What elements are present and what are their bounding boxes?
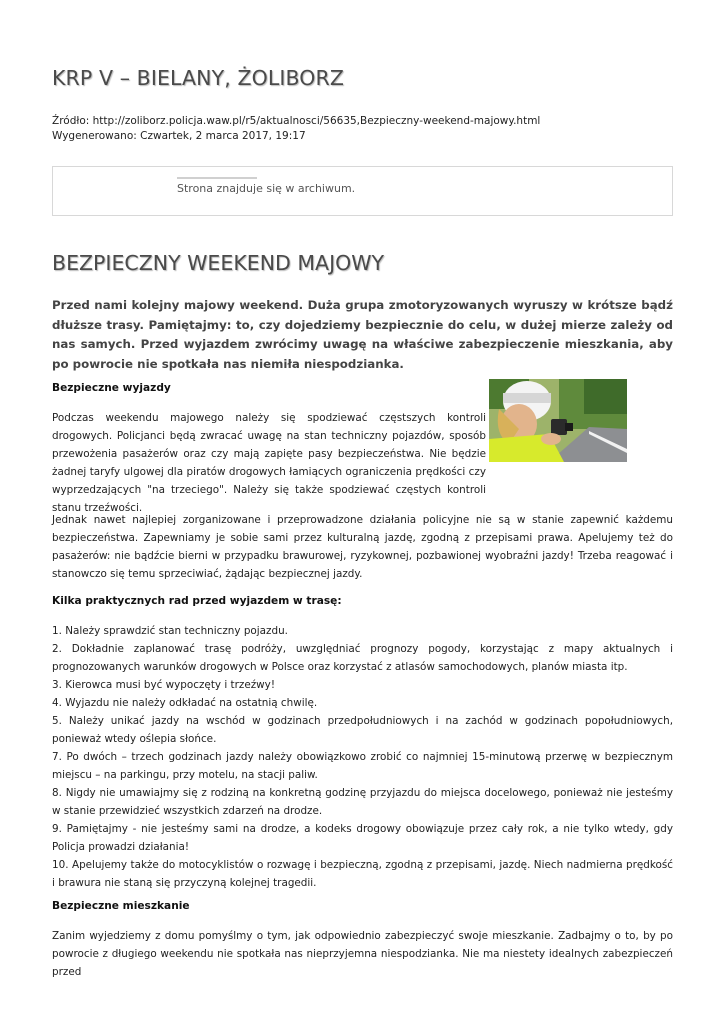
archive-notice (52, 166, 673, 216)
section-heading-tips: Kilka praktycznych rad przed wyjazdem w trasę: (52, 595, 342, 607)
list-item: 4. Wyjazdu nie należy odkładać na ostatnią chwilę. (52, 697, 318, 709)
divider (177, 177, 257, 179)
list-item: 1. Należy sprawdzić stan techniczny pojazdu. (52, 625, 288, 637)
generated-date: Wygenerowano: Czwartek, 2 marca 2017, 19:17 (52, 130, 306, 142)
list-item: 10. Apelujemy także do motocyklistów o rozwagę i bezpieczną, zgodną z przepisami, jazdę. Niech nadmierna prędkość i brawura nie staną się przyczyną kolejnej tragedii. (52, 859, 673, 889)
paragraph: Zanim wyjedziemy z domu pomyślmy o tym, jak odpowiednio zabezpieczyć swoje mieszkanie. Zadbajmy o to, by po powrocie z długiego weekendu nie spotkała nas nieprzyjemna niespodzianka. Nie ma niestety idealnych zabezpieczeń przed (52, 930, 673, 978)
paragraph: Jednak nawet najlepiej zorganizowane i przeprowadzone działania policyjne nie są w stanie zapewnić każdemu bezpieczeństwa. Zapewniamy je sobie sami przez kulturalną jazdę, zgodną z przepisami prawa. Apelujemy też do pasażerów: nie bądźcie bierni w przypadku brawurowej, ryzykownej, pozbawionej wyobraźni jazdy! Trzeba reagować i stanowczo się temu sprzeciwiać, żądając bezpiecznej jazdy. (52, 514, 673, 580)
article-lead: Przed nami kolejny majowy weekend. Duża grupa zmotoryzowanych wyruszy w krótsze bądź dłuższe trasy. Pamiętajmy: to, czy dojedziemy bezpiecznie do celu, w dużej mierze zależy od nas samych. Przed wyjazdem zwrócimy uwagę na właściwe zabezpieczenie mieszkania, aby po powrocie nie spotkała nas niemiła niespodzianka. (52, 298, 673, 371)
article-title: BEZPIECZNY WEEKEND MAJOWY (52, 251, 385, 275)
list-item: 3. Kierowca musi być wypoczęty i trzeźwy! (52, 679, 275, 691)
tips-list (52, 622, 673, 892)
list-item: 5. Należy unikać jazdy na wschód w godzinach przedpołudniowych i na zachód w godzinach popołudniowych, ponieważ wtedy oślepia słońce. (52, 715, 673, 745)
section-heading-trips: Bezpieczne wyjazdy (52, 382, 171, 394)
list-item: 8. Nigdy nie umawiajmy się z rodziną na konkretną godzinę przyjazdu do miejsca docelowego, ponieważ nie jesteśmy w stanie przewidzieć wszystkich zdarzeń na drodze. (52, 787, 673, 817)
section-heading-home: Bezpieczne mieszkanie (52, 900, 190, 912)
list-item: 9. Pamiętajmy - nie jesteśmy sami na drodze, a kodeks drogowy obowiązuje przez cały rok, a nie tylko wtedy, gdy Policja prowadzi działania! (52, 823, 673, 853)
site-title: KRP V – BIELANY, ŻOLIBORZ (52, 66, 345, 90)
archive-notice-text: Strona znajduje się w archiwum. (177, 182, 356, 195)
list-item: 2. Dokładnie zaplanować trasę podróży, uwzględniać prognozy pogody, korzystając z mapy aktualnych i prognozowanych warunków drogowych w Polsce oraz korzystać z atlasów samochodowych, planów miasta itp. (52, 643, 673, 673)
document-meta (52, 114, 540, 144)
police-officer-photo (489, 379, 627, 462)
source-url: Źródło: http://zoliborz.policja.waw.pl/r5/aktualnosci/56635,Bezpieczny-weekend-majowy.html (52, 115, 541, 127)
paragraph: Podczas weekendu majowego należy się spodziewać częstszych kontroli drogowych. Policjanci będą zwracać uwagę na stan techniczny pojazdów, sposób przewożenia pasażerów oraz czy mają zapięte pasy bezpieczeństwa. Nie będzie żadnej taryfy ulgowej dla piratów drogowych łamiących ograniczenia prędkości czy wyprzedzających "na trzeciego". Należy się także spodziewać częstych kontroli stanu trzeźwości. (52, 412, 486, 514)
list-item: 7. Po dwóch – trzech godzinach jazdy należy obowiązkowo zrobić co najmniej 15-minutową przerwę w bezpiecznym miejscu – na parkingu, przy motelu, na stacji paliw. (52, 751, 673, 781)
